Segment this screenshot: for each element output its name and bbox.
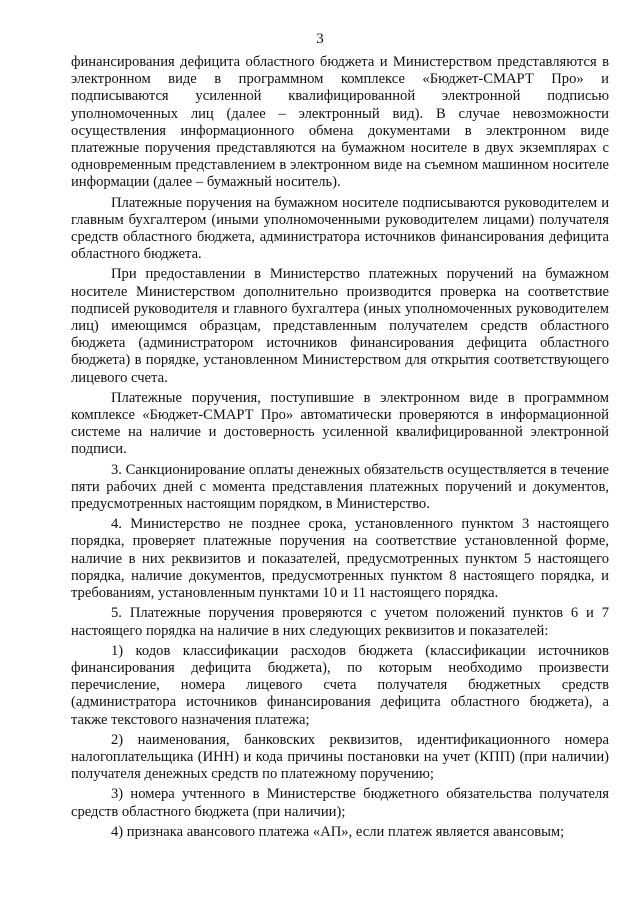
document-body (71, 54, 609, 841)
paragraph-item-4: 4. Министерство не позднее срока, установленного пунктом 3 настоящего порядка, проверяет платежные поручения на соответствие установленной форме, наличие в них реквизитов и показателей, предусмотренных пунктом 5 настоящего порядка, наличие документов, предусмотренных пунктом 8 настоящего порядка, и требованиям, установленным пунктами 10 и 11 настоящего порядка. (71, 516, 609, 602)
paragraph-item-5: 5. Платежные поручения проверяются с учетом положений пунктов 6 и 7 настоящего порядка на наличие в них следующих реквизитов и показателей: (71, 605, 609, 639)
paragraph-subitem-1: 1) кодов классификации расходов бюджета (классификации источников финансирования дефицита бюджета), по которым необходимо произвести перечисление, номера лицевого счета получателя бюджетных средств (администратора источников финансирования дефицита областного бюджета), а также текстового назначения платежа; (71, 642, 609, 728)
paragraph-subitem-3: 3) номера учтенного в Министерстве бюджетного обязательства получателя средств областного бюджета (при наличии); (71, 786, 609, 820)
paragraph-signature-check: При предоставлении в Министерство платежных поручений на бумажном носителе Министерством дополнительно производится проверка на соответствие подписей руководителя и главного бухгалтера (иных уполномоченных руководителем лиц) имеющимся образцам, представленным получателем средств областного бюджета (администратором источников финансирования дефицита областного бюджета) в порядке, установленном Министерством для открытия соответствующего лицевого счета. (71, 266, 609, 386)
paragraph-subitem-4: 4) признака авансового платежа «АП», если платеж является авансовым; (111, 823, 565, 840)
paragraph-paper-signatures: Платежные поручения на бумажном носителе подписываются руководителем и главным бухгалтером (иными уполномоченными руководителем лицами) получателя средств областного бюджета, администратора источников финансирования дефицита областного бюджета. (71, 194, 609, 263)
paragraph-electronic-check: Платежные поручения, поступившие в электронном виде в программном комплексе «Бюджет-СМАРТ Про» автоматически проверяются в информационной системе на наличие и достоверность усиленной квалифицированной электронной подписи. (71, 389, 609, 458)
paragraph-item-3: 3. Санкционирование оплаты денежных обязательств осуществляется в течение пяти рабочих дней с момента представления платежных поручений и документов, предусмотренных настоящим порядком, в Министерство. (71, 461, 609, 513)
paragraph-continuation: финансирования дефицита областного бюджета и Министерством представляются в электронном виде в программном комплексе «Бюджет-СМАРТ Про» и подписываются усиленной квалифицированной электронной подписью уполномоченных лиц (далее – электронный вид). В случае невозможности осуществления информационного обмена документами в электронном виде платежные поручения представляются на бумажном носителе в двух экземплярах с одновременным представлением в электронном виде на съемном машинном носителе информации (далее – бумажный носитель). (71, 54, 609, 191)
paragraph-subitem-2: 2) наименования, банковских реквизитов, идентификационного номера налогоплательщика (ИНН) и кода причины постановки на учет (КПП) (при наличии) получателя денежных средств по платежному поручению; (71, 731, 609, 783)
page-number: 3 (316, 31, 324, 47)
